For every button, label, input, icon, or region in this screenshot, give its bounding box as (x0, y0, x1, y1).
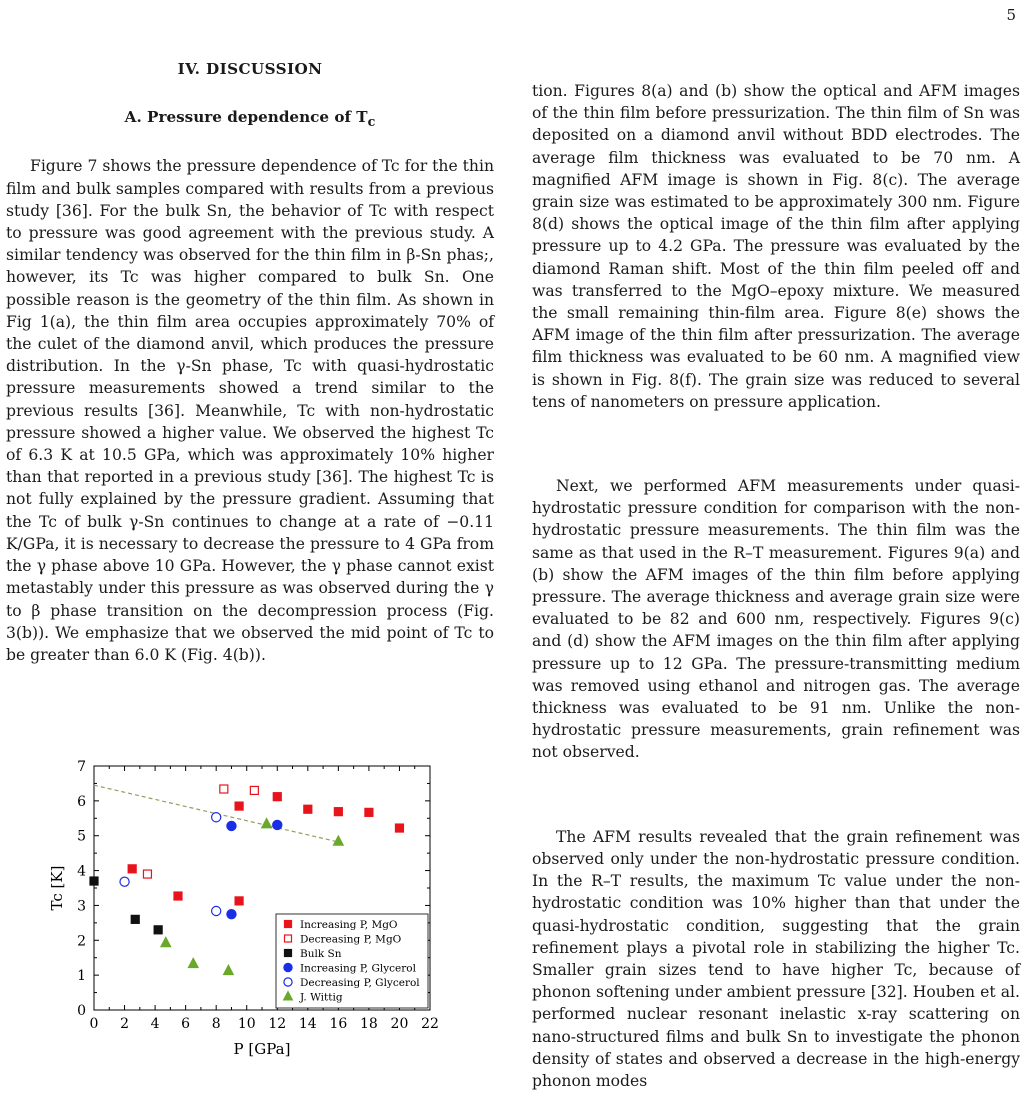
x-tick-label: 20 (390, 1016, 409, 1032)
subsection-heading (6, 106, 494, 133)
data-point-series-0 (174, 892, 182, 900)
data-point-series-3 (227, 910, 236, 919)
legend-label: Decreasing P, Glycerol (300, 977, 420, 989)
data-point-series-0 (273, 793, 281, 801)
x-axis-label: P [GPa] (233, 1040, 291, 1058)
legend-label: J. Wittig (300, 991, 343, 1004)
left-column (6, 58, 494, 666)
y-tick-label: 7 (77, 759, 86, 775)
data-point-series-0 (304, 805, 312, 813)
x-tick-label: 6 (181, 1016, 191, 1032)
data-point-series-0 (235, 802, 243, 810)
legend-label: Decreasing P, MgO (300, 933, 402, 946)
paragraph-afm-quasihydrostatic: Next, we performed AFM measurements under quasi-hydrostatic pressure condition for comparison with the non-hydrostatic pressure measurements. The thin film was the same as that used in the R–T measurement. Figures 9(a) and (b) show the AFM images of the thin film before applying pressure. The average thickness and average grain size were evaluated to be 82 and 600 nm, respectively. Figures 9(c) and (d) show the AFM images on the thin film after applying pressure up to 12 GPa. The pressure-transmitting medium was removed using ethanol and nitrogen gas. The average thickness was evaluated to be 91 nm. Unlike the non-hydrostatic pressure measurements, grain refinement was not observed. (532, 477, 1020, 762)
data-point-series-4 (212, 906, 221, 915)
legend-label: Increasing P, Glycerol (300, 962, 416, 975)
x-tick-label: 16 (329, 1016, 348, 1032)
x-tick-label: 22 (421, 1016, 439, 1032)
data-point-series-5 (161, 937, 171, 947)
legend-label: Increasing P, MgO (300, 919, 398, 931)
x-tick-label: 0 (89, 1016, 99, 1032)
data-point-series-0 (334, 808, 342, 816)
x-tick-label: 8 (211, 1016, 221, 1032)
data-point-series-1 (220, 785, 228, 793)
data-point-series-0 (365, 808, 373, 816)
y-tick-label: 2 (77, 933, 86, 950)
x-tick-label: 10 (237, 1016, 256, 1032)
data-point-series-2 (90, 877, 98, 885)
y-tick-label: 3 (77, 898, 86, 915)
x-tick-label: 2 (120, 1016, 130, 1032)
subsection-subscript: c (367, 114, 376, 130)
data-point-series-4 (120, 877, 129, 886)
x-tick-label: 12 (268, 1016, 287, 1032)
discussion-paragraph: Figure 7 shows the pressure dependence of Tc for the thin film and bulk samples compared with results from a previous study [36]. For the bulk Sn, the behavior of Tc with respect to pressure was good agreement with the previous study. A similar tendency was observed for the thin film in β-Sn phas;, however, its Tc was higher compared to bulk Sn. One possible reason is the geometry of the thin film. As shown in Fig 1(a), the thin film area occupies approximately 70% of the culet of the diamond anvil, which produces the pressure distribution. In the γ-Sn phase, Tc with quasi-hydrostatic pressure measurements showed a trend similar to the previous results [36]. Meanwhile, Tc with non-hydrostatic pressure showed a higher value. We observed the highest Tc of 6.3 K at 10.5 GPa, which was approximately 10% higher than that reported in a previous study [36]. The highest Tc is not fully explained by the pressure gradient. Assuming that the Tc of bulk γ-Sn continues to change at a rate of −0.11 K/GPa, it is necessary to decrease the pressure to 4 GPa from the γ phase above 10 GPa. However, the γ phase cannot exist metastably under this pressure as was observed during the γ to β phase transition on the decompression process (Fig. 3(b)). We emphasize that we observed the mid point of Tc to be greater than 6.0 K (Fig. 4(b)). (6, 157, 494, 664)
y-tick-label: 4 (77, 863, 86, 880)
right-column (532, 80, 1020, 1092)
data-point-series-5 (223, 965, 233, 975)
data-point-series-0 (128, 865, 136, 873)
x-tick-label: 18 (359, 1016, 378, 1032)
tc-pressure-chart (30, 756, 450, 1066)
y-tick-label: 0 (77, 1003, 86, 1019)
section-heading: IV. DISCUSSION (177, 60, 323, 78)
page-number: 5 (1006, 6, 1016, 24)
y-tick-label: 6 (77, 793, 86, 810)
data-point-series-2 (154, 926, 162, 934)
data-point-series-3 (273, 820, 282, 829)
data-point-series-2 (131, 915, 139, 923)
y-axis-label: Tc [K] (48, 865, 66, 911)
y-tick-label: 5 (77, 828, 86, 845)
data-point-series-4 (212, 813, 221, 822)
data-point-series-1 (143, 870, 151, 878)
data-point-series-0 (395, 824, 403, 832)
x-tick-label: 14 (298, 1016, 317, 1032)
legend-marker (284, 963, 292, 971)
legend-marker (284, 978, 292, 986)
x-tick-label: 4 (150, 1016, 160, 1032)
paragraph-afm-results: The AFM results revealed that the grain refinement was observed only under the non-hydrostatic pressure condition. In the R–T results, the maximum Tc value under the non-hydrostatic condition was 10% higher than that under the quasi-hydrostatic condition, suggesting that the grain refinement plays a pivotal role in stabilizing the higher Tc. Smaller grain sizes tend to have higher Tc, because of phonon softening under ambient pressure [32]. Houben et al. performed nuclear resonant inelastic x-ray scattering on nano-structured films and bulk Sn to investigate the phonon density of states and observed a decrease in the high-energy phonon modes (532, 827, 1020, 1090)
data-point-series-5 (333, 836, 343, 846)
figure-7 (30, 756, 450, 1070)
legend-marker (285, 935, 292, 942)
data-point-series-5 (188, 958, 198, 968)
subsection-title: A. Pressure dependence of T (124, 108, 368, 127)
data-point-series-3 (227, 821, 236, 830)
data-point-series-5 (262, 818, 272, 828)
y-tick-label: 1 (77, 968, 86, 985)
legend-marker (285, 950, 292, 957)
paragraph-afm-nonhydrostatic: tion. Figures 8(a) and (b) show the optical and AFM images of the thin film before pressurization. The thin film of Sn was deposited on a diamond anvil without BDD electrodes. The average film thickness was evaluated to be 70 nm. A magnified AFM image is shown in Fig. 8(c). The average grain size was estimated to be approximately 300 nm. Figure 8(d) shows the optical image of the thin film after applying pressure up to 4.2 GPa. The pressure was evaluated by the diamond Raman shift. Most of the thin film peeled off and was transferred to the MgO–epoxy mixture. We measured the small remaining thin-film area. Figure 8(e) shows the AFM image of the thin film after pressurization. The average film thickness was evaluated to be 60 nm. A magnified view is shown in Fig. 8(f). The grain size was reduced to several tens of nanometers on pressure application. (532, 82, 1020, 411)
data-point-series-1 (250, 786, 258, 794)
legend-label: Bulk Sn (300, 948, 342, 960)
legend-marker (285, 921, 292, 928)
data-point-series-0 (235, 897, 243, 905)
